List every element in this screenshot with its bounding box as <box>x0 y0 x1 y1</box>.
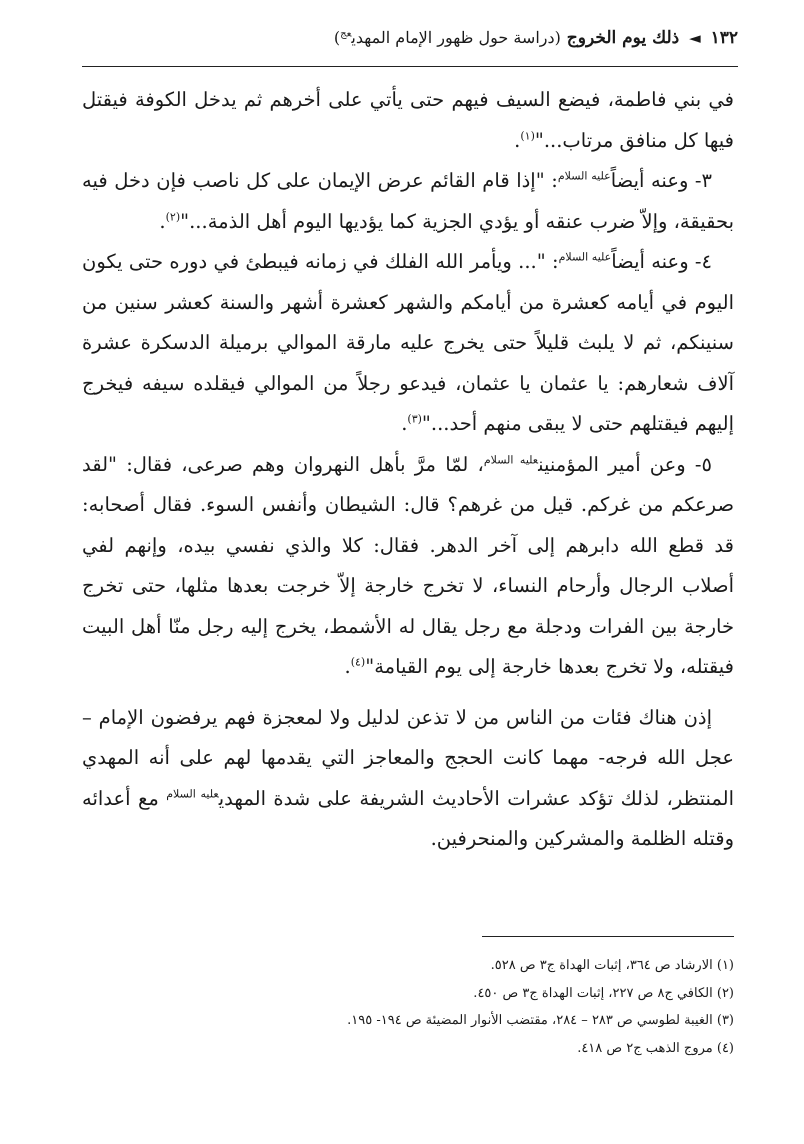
footnote-3: (٣) الغيبة لطوسي ص ٢٨٣ – ٢٨٤، مقتضب الأنوار المضيئة ص ١٩٤- ١٩٥. <box>347 1013 734 1028</box>
honorific-mark: عليه السلام <box>557 169 611 183</box>
footnote-ref-4: (٤) <box>350 655 366 669</box>
paragraph-5: إذن هناك فئات من الناس من لا تذعن لدليل ولا لمعجزة فهم يرفضون الإمام – عجل الله فرجه- مهما كانت الحجج والمعاجز التي يقدمها لهم على أنه المهدي المنتظر، لذلك تؤكد عشرات الأحاديث الشريفة على شدة المهدي$^{عليه السلام}$ مع أعدائه وقتله الظلمة والمشركين والمنحرفين. <box>82 705 734 850</box>
footnote-ref-2: (٢) <box>165 210 181 223</box>
main-text <box>82 80 734 860</box>
paragraph-1: في بني فاطمة، فيضع السيف فيهم حتى يأتي على أخرهم ثم يدخل الكوفة فيقتل فيها كل منافق مرتاب..."$^{(١)}$. <box>82 88 734 152</box>
footnote-ref-1: (١) <box>520 129 535 142</box>
paragraph-4: ٥- وعن أمير المؤمنين$^{عليه السلام}$، لمّا مرَّ بأهل النهروان وهم صرعى، فقال: "لقد صرعكم من غركم. قيل من غرهم؟ قال: الشيطان وأنفس السوء. فقال أصحابه: قد قطع الله دابرهم إلى آخر الدهر. فقال: كلا والذي نفسي بيده، وإنهم لفي أصلاب الرجال وأرحام النساء، لا تخرج خارجة إلاّ خرجت بعدها مثلها، حتى تخرج خارجة بين الفرات ودجلة مع رجل يقال له الأشمط، يخرج إليه رجل منّا أهل البيت فيقتله، ولا تخرج بعدها خارجة إلى يوم القيامة"$^{(٤)}$. <box>82 452 734 678</box>
book-subtitle: (دراسة حول ظهور الإمام المهدي$^{عج}$) <box>333 28 561 47</box>
honorific-mark: عج <box>340 28 352 40</box>
honorific-mark: عليه السلام <box>166 787 219 800</box>
page-number: ١٣٢ <box>710 28 738 48</box>
paragraph-3: ٤- وعنه أيضاً$^{عليه السلام}$: "... ويأمر الله الفلك في زمانه فيبطئ في دوره حتى يكون اليوم في أيامه كعشرة من أيامكم والشهر كعشرة أشهر والسنة كعشر سنين من سنينكم، ثم لا يلبث قليلاً حتى يخرج عليه مارقة الموالي برميلة الدسكرة عشرة آلاف شعارهم: يا عثمان يا عثمان، فيدعو رجلاً من الموالي فيقلده سيفه فيخرج إليهم فيقتلهم حتى لا يبقى منهم أحد..."$^{(٣)}$. <box>82 250 734 435</box>
running-header <box>300 28 738 58</box>
footnote-1: (١) الارشاد ص ٣٦٤، إثبات الهداة ج٣ ص ٥٢٨. <box>490 958 734 973</box>
book-title: ذلك يوم الخروج <box>566 28 680 48</box>
footnotes <box>300 952 734 1062</box>
honorific-mark: عليه السلام <box>483 453 539 466</box>
header-rule <box>82 66 738 67</box>
footnote-rule <box>482 936 734 937</box>
honorific-mark: عليه السلام <box>558 250 612 264</box>
footnote-2: (٢) الكافي ج٨ ص ٢٢٧، إثبات الهداة ج٣ ص ٤٥٠. <box>473 985 734 1001</box>
paragraph-2: ٣- وعنه أيضاً$^{عليه السلام}$: "إذا قام القائم عرض الإيمان على كل ناصب فإن دخل فيه بحقيقة، وإلاّ ضرب عنقه أو يؤدي الجزية كما يؤديها اليوم أهل الذمة..."$^{(٢)}$. <box>82 169 734 233</box>
arrow-icon: ◄ <box>689 29 701 47</box>
footnote-ref-3: (٣) <box>407 412 422 426</box>
footnote-4: (٤) مروج الذهب ج٢ ص ٤١٨. <box>577 1040 734 1056</box>
